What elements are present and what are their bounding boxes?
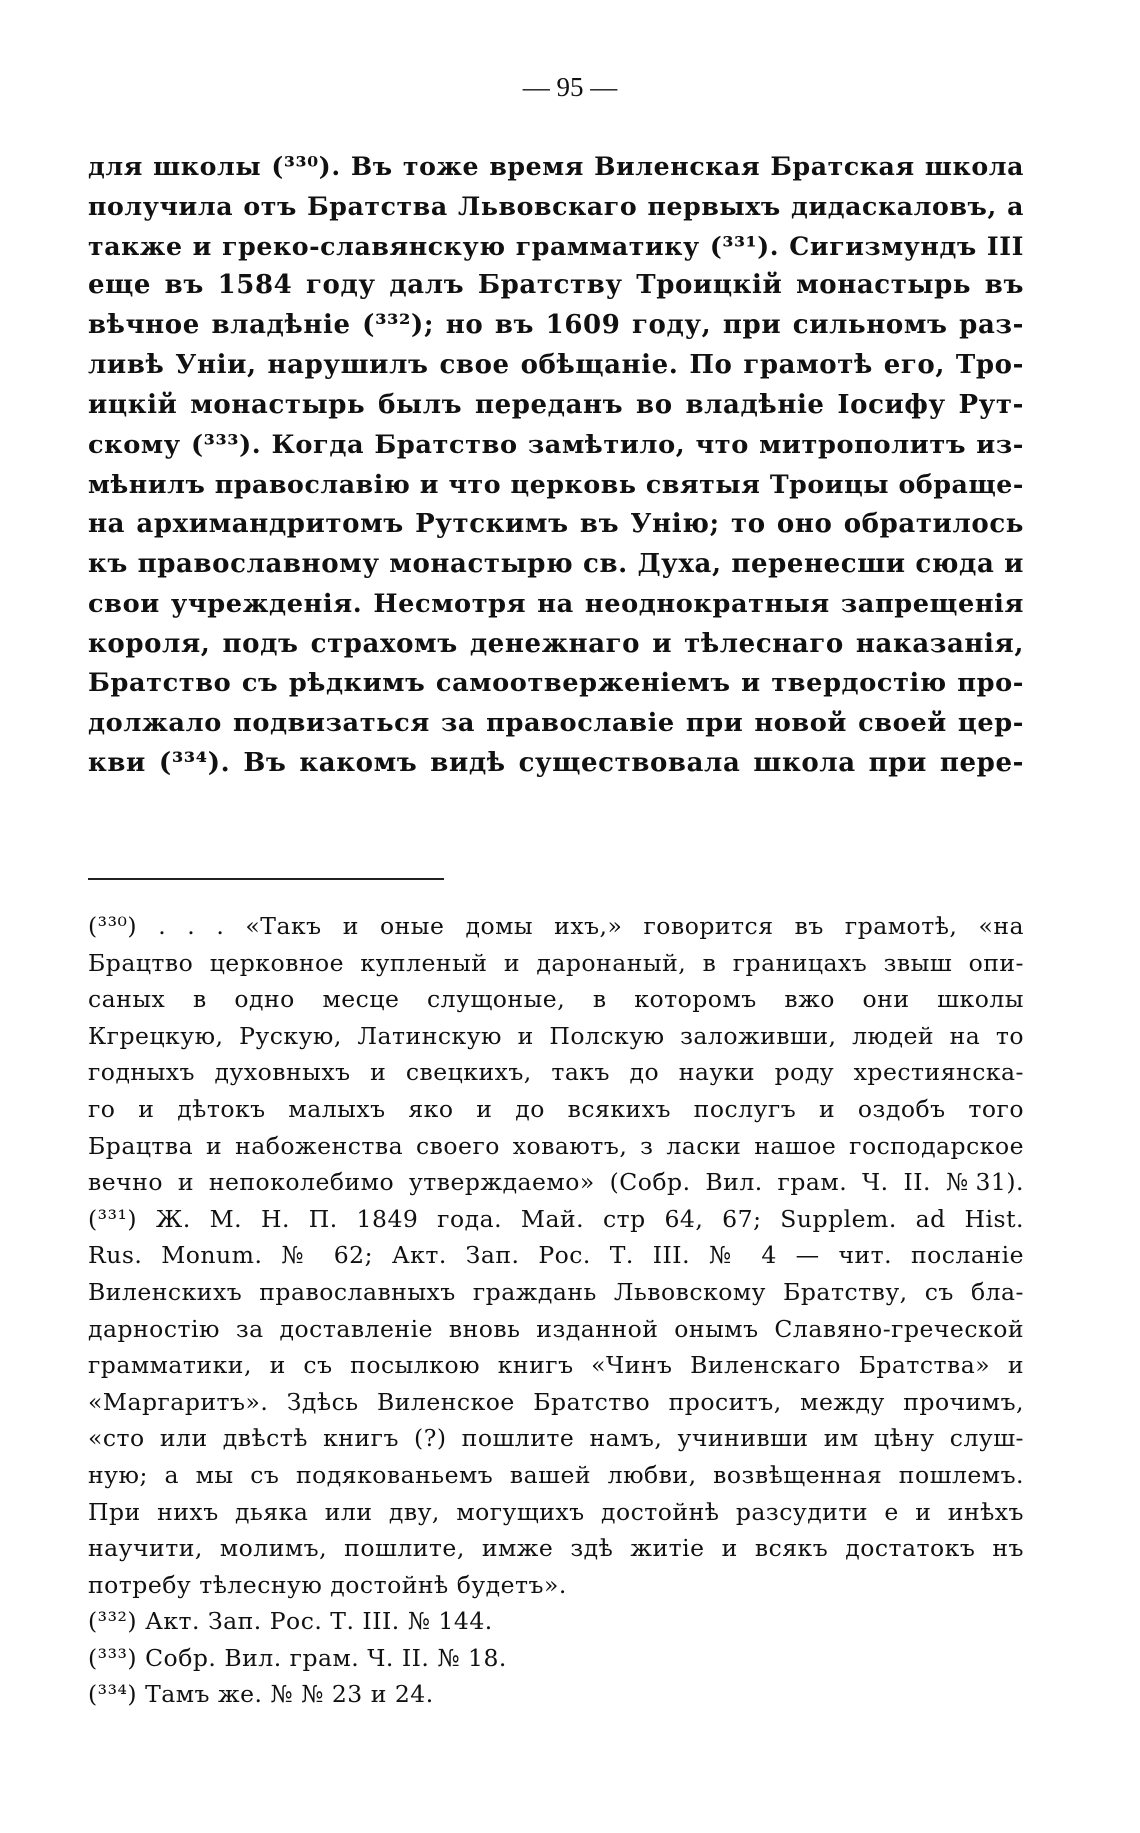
- footnote-line: (³³⁰) . . . «Такъ и оные домы ихъ,» говорится въ грамотѣ, «на: [88, 912, 1024, 940]
- footnote-line: ную; а мы съ подякованьемъ вашей любви, возвѣщенная пошлемъ.: [88, 1460, 1024, 1489]
- footnote-333: (³³³) Собр. Вил. грам. Ч. II. № 18.: [88, 1643, 507, 1672]
- footnote-line: саных в одно месце слущоные, в которомъ вжо они школы: [88, 985, 1024, 1014]
- main-line: на архимандритомъ Рутскимъ въ Унію; то оно обратилось: [88, 509, 1024, 540]
- main-line: къ православному монастырю св. Духа, перенесши сюда и: [88, 548, 1024, 579]
- footnote-line: грамматики, и съ посылкою книгъ «Чинъ Виленскаго Братства» и: [88, 1351, 1024, 1380]
- footnote-331: [88, 1201, 1024, 1604]
- main-line: Братство съ рѣдкимъ самоотверженіемъ и твердостію про-: [88, 668, 1024, 699]
- footnote-divider: [88, 878, 444, 880]
- footnote-line: Брацтво церковное купленый и даронаный, в границахъ звыш опи-: [88, 948, 1024, 977]
- footnote-line: (³³¹) Ж. М. Н. П. 1849 года. Май. стр 64, 67; Supplem. ad Hist.: [88, 1204, 1024, 1233]
- main-line: должало подвизаться за православіе при новой своей цер-: [88, 708, 1024, 739]
- main-line: получила отъ Братства Львовскаго первыхъ дидаскаловъ, а: [88, 190, 1024, 221]
- main-line: кви (³³⁴). Въ какомъ видѣ существовала школа при пере-: [88, 747, 1024, 778]
- main-line: для школы (³³⁰). Въ тоже время Виленская Братская школа: [88, 151, 1024, 181]
- footnotes: [88, 908, 1024, 1713]
- footnote-line: го и дѣтокъ малыхъ яко и до всякихъ послугъ и оздобъ того: [88, 1094, 1024, 1123]
- footnote-line: Кгрецкую, Рускую, Латинскую и Полскую заложивши, людей на то: [88, 1021, 1024, 1050]
- footnote-line: При нихъ дьяка или дву, могущихъ достойнѣ разсудити е и инѣхъ: [88, 1497, 1024, 1526]
- page-number: — 95 —: [522, 72, 618, 102]
- footnote-line: Rus. Monum. № 62; Акт. Зап. Рос. Т. III. № 4 — чит. посланіе: [88, 1241, 1024, 1270]
- footnote-332: (³³²) Акт. Зап. Рос. Т. III. № 144.: [88, 1607, 493, 1636]
- main-line: вѣчное владѣніе (³³²); но въ 1609 году, при сильномъ раз-: [88, 310, 1024, 341]
- footnote-line: дарностію за доставленіе вновь изданной онымъ Славяно-греческой: [88, 1314, 1024, 1343]
- main-text: [88, 147, 1024, 784]
- footnote-line: Брацтва и набоженства своего ховаютъ, з ласки нашое господарское: [88, 1131, 1024, 1160]
- footnote-line: «сто или двѣстѣ книгъ (?) пошлите намъ, учинивши им цѣну слуш-: [88, 1424, 1024, 1453]
- main-line: мѣнилъ православію и что церковь святыя Троицы обраще-: [88, 469, 1024, 500]
- main-line: скому (³³³). Когда Братство замѣтило, что митрополитъ из-: [88, 429, 1024, 460]
- footnote-line: вечно и непоколебимо утверждаемо» (Собр. Вил. грам. Ч. II. №31).: [88, 1168, 1024, 1197]
- main-line: также и греко-славянскую грамматику (³³¹). Сигизмундъ III: [88, 230, 1024, 261]
- main-line: короля, подъ страхомъ денежнаго и тѣлеснаго наказанія,: [88, 628, 1024, 659]
- main-line: ливѣ Уніи, нарушилъ свое обѣщаніе. По грамотѣ его, Тро-: [88, 349, 1024, 380]
- footnote-line: Виленскихъ православныхъ граждань Львовскому Братству, съ бла-: [88, 1277, 1024, 1306]
- footnote-334: (³³⁴) Тамъ же. № № 23 и 24.: [88, 1680, 434, 1709]
- footnote-line: годныхъ духовныхъ и свецкихъ, такъ до науки роду хрестиянска-: [88, 1058, 1024, 1087]
- main-line: свои учрежденія. Несмотря на неоднократныя запрещенія: [88, 588, 1024, 619]
- footnote-line: «Маргаритъ». Здѣсь Виленское Братство проситъ, между прочимъ,: [88, 1387, 1024, 1416]
- footnote-330: [88, 908, 1024, 1201]
- main-line: еще въ 1584 году далъ Братству Троицкій монастырь въ: [88, 270, 1024, 301]
- footnote-line: научити, молимъ, пошлите, имже здѣ житіе и всякъ достатокъ нъ: [88, 1534, 1024, 1563]
- main-line: ицкій монастырь былъ переданъ во владѣніе Іосифу Рут-: [88, 389, 1024, 420]
- footnote-line: потребу тѣлесную достойнѣ будетъ».: [88, 1570, 567, 1599]
